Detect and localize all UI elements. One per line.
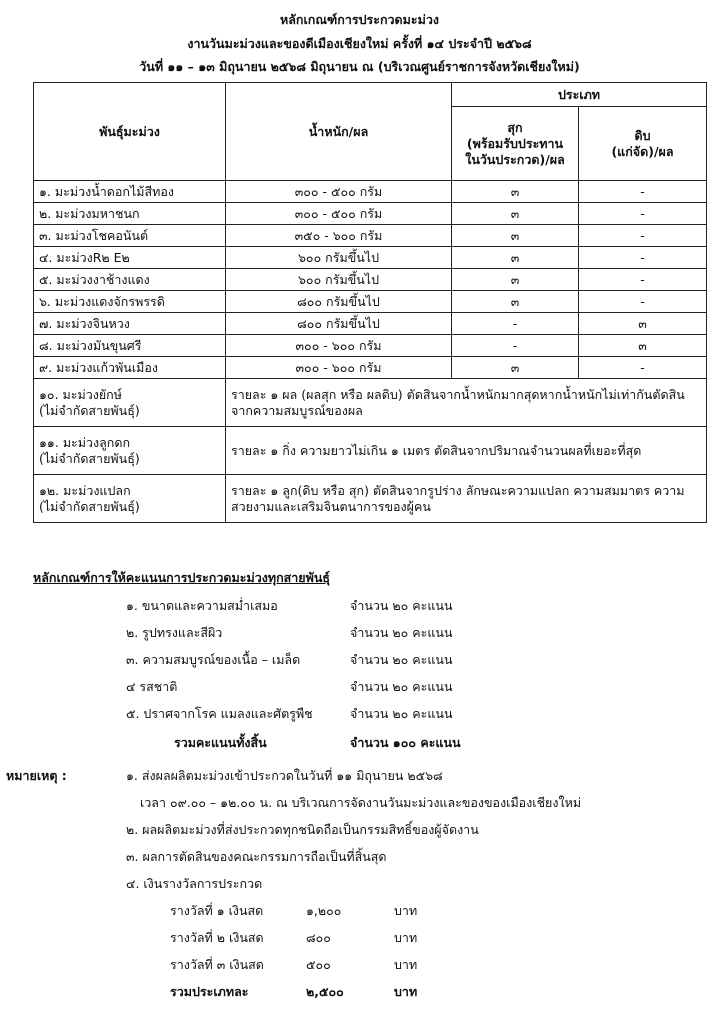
header-raw xyxy=(579,107,707,181)
special-name-cell xyxy=(34,427,226,475)
header-raw-line2: (แก่จัด)/ผล xyxy=(611,143,674,159)
special-row xyxy=(34,427,707,475)
prize-total-amount: ๒,๕๐๐ xyxy=(306,984,344,999)
contest-table xyxy=(33,82,707,523)
special-row xyxy=(34,475,707,523)
table-row xyxy=(34,335,707,357)
special-desc-cell: รายละ ๑ กิ่ง ความยาวไม่เกิน ๑ เมตร ตัดสินจากปริมาณจำนวนผลที่เยอะที่สุด xyxy=(226,427,707,475)
prize-label: รางวัลที่ ๓ เงินสด xyxy=(170,957,264,972)
table-row xyxy=(34,247,707,269)
ripe-cell: - xyxy=(452,335,579,357)
event-name: งานวันมะม่วงและของดีเมืองเชียงใหม่ ครั้งที่ ๑๔ ประจำปี ๒๕๖๘ xyxy=(187,36,532,51)
notes-label: หมายเหตุ : xyxy=(6,768,67,783)
weight-cell: ๓๐๐ - ๕๐๐ กรัม xyxy=(226,203,452,225)
criterion-points: จำนวน ๒๐ คะแนน xyxy=(350,625,453,640)
table-row xyxy=(34,291,707,313)
prize-amount: ๑,๒๐๐ xyxy=(306,903,342,918)
total-label: รวมคะแนนทั้งสิ้น xyxy=(174,735,267,750)
ripe-cell: ๓ xyxy=(452,291,579,313)
weight-cell: ๓๕๐ - ๖๐๐ กรัม xyxy=(226,225,452,247)
prize-amount: ๕๐๐ xyxy=(306,957,331,972)
special-name-line2: (ไม่จำกัดสายพันธุ์) xyxy=(39,450,140,466)
variety-cell: ๓. มะม่วงโชคอนันต์ xyxy=(34,225,226,247)
special-desc-cell: รายละ ๑ ผล (ผลสุก หรือ ผลดิบ) ตัดสินจากน้ำหนักมากสุดหากน้ำหนักไม่เท่ากันตัดสินจากความสมบูรณ์ของผล xyxy=(226,379,707,427)
note-2: ๒. ผลผลิตมะม่วงที่ส่งประกวดทุกชนิดถือเป็นกรรมสิทธิ์ของผู้จัดงาน xyxy=(126,822,479,837)
criterion-label: ๓. ความสมบูรณ์ของเนื้อ – เมล็ด xyxy=(126,652,301,667)
prize-unit: บาท xyxy=(394,957,418,972)
header-ripe-line1: สุก xyxy=(507,119,523,135)
variety-cell: ๑. มะม่วงน้ำดอกไม้สีทอง xyxy=(34,181,226,203)
weight-cell: ๓๐๐ - ๖๐๐ กรัม xyxy=(226,335,452,357)
prize-unit: บาท xyxy=(394,903,418,918)
table-row xyxy=(34,357,707,379)
special-name-line1: ๑๑. มะม่วงลูกดก xyxy=(39,434,131,450)
special-name-line2: (ไม่จำกัดสายพันธุ์) xyxy=(39,498,140,514)
raw-cell: - xyxy=(579,269,707,291)
ripe-cell: ๓ xyxy=(452,225,579,247)
raw-cell: - xyxy=(579,203,707,225)
raw-cell: ๓ xyxy=(579,313,707,335)
ripe-cell: ๓ xyxy=(452,269,579,291)
note-3: ๓. ผลการตัดสินของคณะกรรมการถือเป็นที่สิ้นสุด xyxy=(126,849,387,864)
header-ripe-line2: (พร้อมรับประทาน xyxy=(466,135,564,151)
table-row xyxy=(34,225,707,247)
raw-cell: - xyxy=(579,291,707,313)
table-row xyxy=(34,203,707,225)
prize-label: รางวัลที่ ๑ เงินสด xyxy=(170,903,264,918)
weight-cell: ๘๐๐ กรัมขึ้นไป xyxy=(226,313,452,335)
prize-total-unit: บาท xyxy=(394,984,418,999)
variety-cell: ๒. มะม่วงมหาชนก xyxy=(34,203,226,225)
special-row xyxy=(34,379,707,427)
ripe-cell: ๓ xyxy=(452,181,579,203)
event-date-location: วันที่ ๑๑ – ๑๓ มิถุนายน ๒๕๖๘ มิถุนายน ณ (บริเวณศูนย์ราชการจังหวัดเชียงใหม่) xyxy=(139,59,580,74)
variety-cell: ๕. มะม่วงงาช้างแดง xyxy=(34,269,226,291)
special-name-line1: ๑๒. มะม่วงแปลก xyxy=(39,482,131,498)
criterion-label: ๑. ขนาดและความสม่ำเสมอ xyxy=(126,598,278,613)
header-ripe xyxy=(452,107,579,181)
variety-cell: ๙. มะม่วงแก้วพันเมือง xyxy=(34,357,226,379)
table-row xyxy=(34,269,707,291)
note-1b: เวลา ๐๙.๐๐ – ๑๒.๐๐ น. ณ บริเวณการจัดงานวันมะม่วงและของของเมืองเชียงใหม่ xyxy=(140,795,582,810)
ripe-cell: ๓ xyxy=(452,357,579,379)
weight-cell: ๖๐๐ กรัมขึ้นไป xyxy=(226,247,452,269)
variety-cell: ๗. มะม่วงจินหวง xyxy=(34,313,226,335)
scoring-heading: หลักเกณฑ์การให้คะแนนการประกวดมะม่วงทุกสายพันธุ์ xyxy=(33,570,331,585)
table-row xyxy=(34,181,707,203)
weight-cell: ๓๐๐ - ๕๐๐ กรัม xyxy=(226,181,452,203)
criterion-points: จำนวน ๒๐ คะแนน xyxy=(350,706,453,721)
special-name-line2: (ไม่จำกัดสายพันธุ์) xyxy=(39,402,140,418)
note-4: ๔. เงินรางวัลการประกวด xyxy=(126,876,263,891)
weight-cell: ๓๐๐ - ๖๐๐ กรัม xyxy=(226,357,452,379)
raw-cell: - xyxy=(579,247,707,269)
raw-cell: - xyxy=(579,181,707,203)
variety-cell: ๖. มะม่วงแดงจักรพรรดิ xyxy=(34,291,226,313)
header-type: ประเภท xyxy=(452,83,707,107)
criterion-label: ๒. รูปทรงและสีผิว xyxy=(126,625,223,640)
total-points: จำนวน ๑๐๐ คะแนน xyxy=(350,735,461,750)
raw-cell: - xyxy=(579,357,707,379)
header-variety: พันธุ์มะม่วง xyxy=(34,83,226,181)
variety-cell: ๘. มะม่วงมันขุนศรี xyxy=(34,335,226,357)
prize-unit: บาท xyxy=(394,930,418,945)
weight-cell: ๖๐๐ กรัมขึ้นไป xyxy=(226,269,452,291)
criterion-label: ๕. ปราศจากโรค แมลงและศัตรูพืช xyxy=(126,706,313,721)
criterion-label: ๔ รสชาติ xyxy=(126,679,178,694)
prize-label: รางวัลที่ ๒ เงินสด xyxy=(170,930,264,945)
note-1a: ๑. ส่งผลผลิตมะม่วงเข้าประกวดในวันที่ ๑๑ มิถุนายน ๒๕๖๘ xyxy=(126,768,443,783)
ripe-cell: - xyxy=(452,313,579,335)
table-row xyxy=(34,313,707,335)
weight-cell: ๘๐๐ กรัมขึ้นไป xyxy=(226,291,452,313)
header-weight: น้ำหนัก/ผล xyxy=(226,83,452,181)
document-title: หลักเกณฑ์การประกวดมะม่วง xyxy=(280,12,439,27)
prize-total-label: รวมประเภทละ xyxy=(170,984,249,999)
variety-cell: ๔. มะม่วงR๒ E๒ xyxy=(34,247,226,269)
ripe-cell: ๓ xyxy=(452,203,579,225)
special-desc-cell: รายละ ๑ ลูก(ดิบ หรือ สุก) ตัดสินจากรูปร่าง ลักษณะความแปลก ความสมมาตร ความสวยงามและเสริมจินตนาการของผู้คน xyxy=(226,475,707,523)
raw-cell: ๓ xyxy=(579,335,707,357)
special-name-cell xyxy=(34,475,226,523)
criterion-points: จำนวน ๒๐ คะแนน xyxy=(350,652,453,667)
criterion-points: จำนวน ๒๐ คะแนน xyxy=(350,598,453,613)
special-name-line1: ๑๐. มะม่วงยักษ์ xyxy=(39,386,122,402)
prize-amount: ๘๐๐ xyxy=(306,930,331,945)
special-name-cell xyxy=(34,379,226,427)
header-ripe-line3: ในวันประกวด)/ผล xyxy=(465,151,565,167)
ripe-cell: ๓ xyxy=(452,247,579,269)
header-raw-line1: ดิบ xyxy=(634,127,651,143)
raw-cell: - xyxy=(579,225,707,247)
criterion-points: จำนวน ๒๐ คะแนน xyxy=(350,679,453,694)
